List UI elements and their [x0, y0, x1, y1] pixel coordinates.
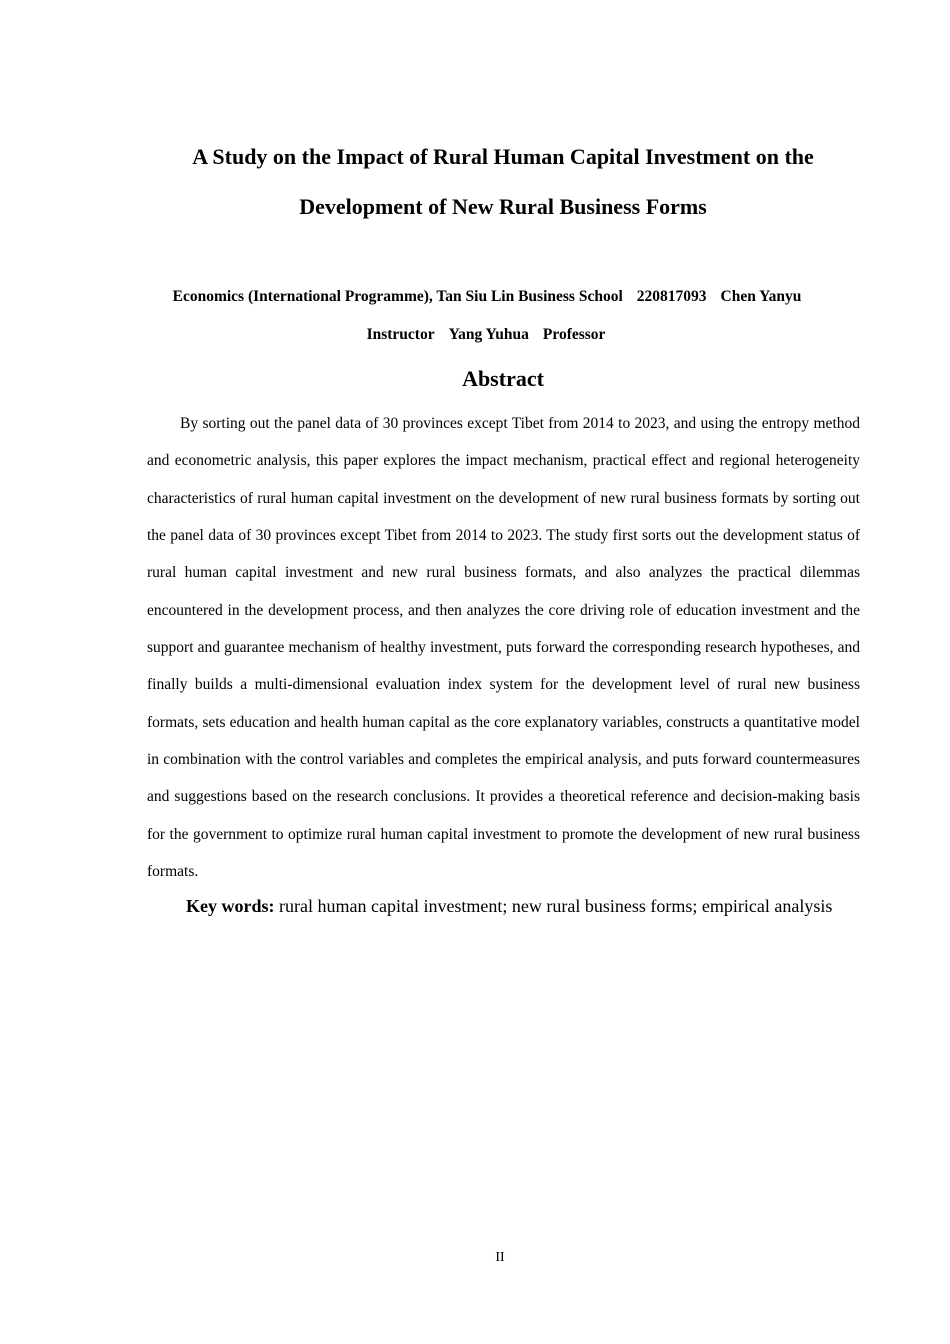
instructor-label: Instructor [366, 326, 435, 343]
instructor-rank: Professor [542, 326, 606, 343]
author-name: Chen Yanyu [720, 288, 802, 305]
title-line-2: Development of New Rural Business Forms [299, 194, 707, 219]
keywords-text: rural human capital investment; new rural business forms; empirical analysis [274, 896, 833, 916]
author-line [120, 288, 854, 306]
keywords-label: Key words: [186, 896, 275, 916]
title-line-1: A Study on the Impact of Rural Human Capital Investment on the [192, 144, 814, 169]
keywords-line [186, 896, 832, 917]
paper-title [146, 132, 860, 232]
page-number: II [495, 1250, 505, 1265]
author-student-id: 220817093 [636, 288, 707, 305]
author-program: Economics (International Programme), Tan Siu Lin Business School [172, 288, 623, 305]
instructor-line [146, 326, 826, 344]
instructor-name: Yang Yuhua [448, 326, 529, 343]
abstract-body: By sorting out the panel data of 30 provinces except Tibet from 2014 to 2023, and using the entropy method and econometric analysis, this paper explores the impact mechanism, practical effect and regional heterogeneity characteristics of rural human capital investment on the development of new rural business formats by sorting out the panel data of 30 provinces except Tibet from 2014 to 2023. The study first sorts out the development status of rural human capital investment and new rural business formats, and also analyzes the practical dilemmas encountered in the development process, and then analyzes the core driving role of education investment and the support and guarantee mechanism of healthy investment, puts forward the corresponding research hypotheses, and finally builds a multi-dimensional evaluation index system for the development level of rural new business formats, sets education and health human capital as the core explanatory variables, constructs a quantitative model in combination with the control variables and completes the empirical analysis, and puts forward countermeasures and suggestions based on the research conclusions. It provides a theoretical reference and decision-making basis for the government to optimize rural human capital investment to promote the development of new rural business formats. [147, 415, 860, 881]
abstract-heading: Abstract [462, 366, 544, 391]
